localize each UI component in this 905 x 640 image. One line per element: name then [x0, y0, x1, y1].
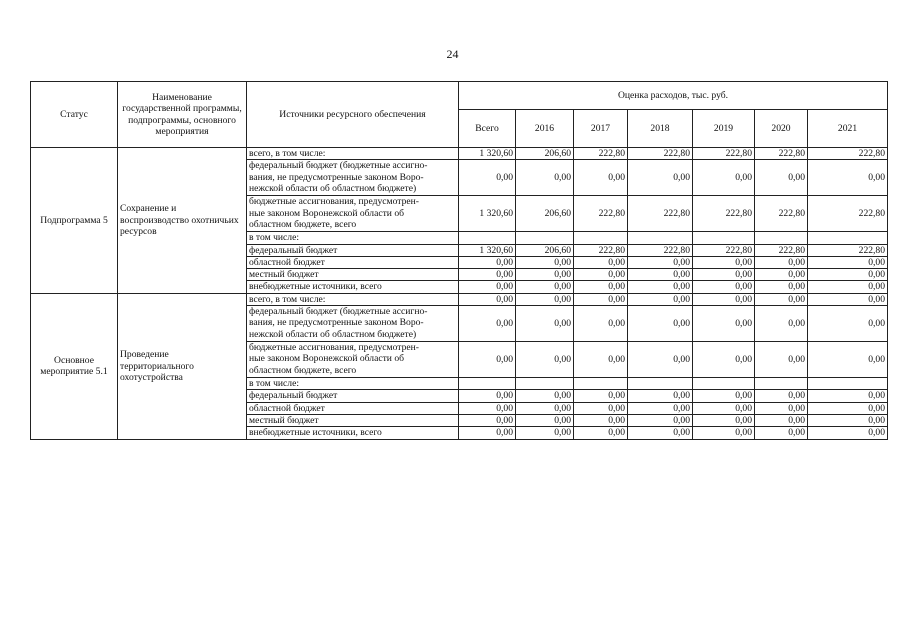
year-value-cell: 0,00	[693, 281, 755, 293]
year-value-cell: 0,00	[628, 427, 693, 439]
year-value-cell: 0,00	[628, 160, 693, 196]
year-value-cell: 0,00	[574, 402, 628, 414]
header-total: Всего	[459, 110, 516, 148]
year-value-cell: 0,00	[755, 293, 808, 305]
year-value-cell: 0,00	[693, 390, 755, 402]
total-value-cell: 0,00	[459, 306, 516, 342]
year-value-cell: 222,80	[574, 148, 628, 160]
year-value-cell	[628, 378, 693, 390]
year-value-cell	[516, 378, 574, 390]
year-value-cell: 222,80	[628, 148, 693, 160]
year-value-cell: 222,80	[808, 148, 888, 160]
header-status: Статус	[31, 82, 118, 148]
year-value-cell: 222,80	[574, 196, 628, 232]
year-value-cell: 222,80	[693, 196, 755, 232]
total-value-cell: 0,00	[459, 256, 516, 268]
year-value-cell	[574, 232, 628, 244]
year-value-cell: 0,00	[574, 414, 628, 426]
total-value-cell: 0,00	[459, 160, 516, 196]
year-value-cell: 0,00	[516, 281, 574, 293]
year-value-cell: 0,00	[516, 306, 574, 342]
year-value-cell: 0,00	[693, 427, 755, 439]
year-value-cell	[574, 378, 628, 390]
year-value-cell: 0,00	[693, 402, 755, 414]
year-value-cell: 0,00	[516, 342, 574, 378]
year-value-cell: 0,00	[808, 306, 888, 342]
year-value-cell: 222,80	[693, 148, 755, 160]
year-value-cell: 0,00	[516, 402, 574, 414]
year-value-cell: 0,00	[755, 160, 808, 196]
year-value-cell: 0,00	[574, 390, 628, 402]
year-value-cell: 206,60	[516, 148, 574, 160]
funding-source-cell: федеральный бюджет (бюджетные ассигно- вания, не предусмотренные законом Воро- нежской области об областном бюджете)	[247, 306, 459, 342]
year-value-cell: 222,80	[808, 196, 888, 232]
year-value-cell: 0,00	[755, 306, 808, 342]
year-value-cell: 0,00	[755, 281, 808, 293]
total-value-cell: 0,00	[459, 342, 516, 378]
year-value-cell: 0,00	[808, 160, 888, 196]
year-value-cell: 0,00	[574, 342, 628, 378]
resource-budget-table	[30, 81, 888, 440]
header-source: Источники ресурсного обеспечения	[247, 82, 459, 148]
total-value-cell: 1 320,60	[459, 148, 516, 160]
funding-source-cell: бюджетные ассигнования, предусмотрен- ные законом Воронежской области об областном бюджете, всего	[247, 196, 459, 232]
table-row	[31, 293, 888, 305]
year-value-cell: 0,00	[808, 281, 888, 293]
year-value-cell: 0,00	[516, 414, 574, 426]
funding-source-cell: федеральный бюджет	[247, 244, 459, 256]
program-name-cell: Проведение территориального охотустройства	[118, 293, 247, 439]
total-value-cell: 0,00	[459, 293, 516, 305]
year-value-cell: 0,00	[574, 293, 628, 305]
header-year: 2020	[755, 110, 808, 148]
year-value-cell: 0,00	[808, 293, 888, 305]
year-value-cell: 0,00	[808, 427, 888, 439]
year-value-cell: 222,80	[755, 196, 808, 232]
year-value-cell: 0,00	[808, 414, 888, 426]
year-value-cell	[693, 378, 755, 390]
year-value-cell: 0,00	[693, 342, 755, 378]
funding-source-cell: областной бюджет	[247, 256, 459, 268]
year-value-cell: 0,00	[693, 293, 755, 305]
year-value-cell: 0,00	[808, 390, 888, 402]
year-value-cell: 0,00	[574, 256, 628, 268]
year-value-cell: 0,00	[808, 256, 888, 268]
year-value-cell: 222,80	[628, 244, 693, 256]
total-value-cell: 0,00	[459, 269, 516, 281]
year-value-cell: 0,00	[628, 256, 693, 268]
year-value-cell	[808, 378, 888, 390]
year-value-cell: 0,00	[808, 402, 888, 414]
year-value-cell: 206,60	[516, 196, 574, 232]
year-value-cell: 0,00	[755, 390, 808, 402]
year-value-cell: 0,00	[628, 402, 693, 414]
header-year: 2021	[808, 110, 888, 148]
year-value-cell	[755, 232, 808, 244]
year-value-cell: 0,00	[516, 160, 574, 196]
funding-source-cell: местный бюджет	[247, 414, 459, 426]
total-value-cell: 0,00	[459, 281, 516, 293]
year-value-cell: 0,00	[628, 342, 693, 378]
year-value-cell: 0,00	[628, 414, 693, 426]
year-value-cell: 0,00	[628, 269, 693, 281]
funding-source-cell: местный бюджет	[247, 269, 459, 281]
funding-source-cell: в том числе:	[247, 378, 459, 390]
year-value-cell	[693, 232, 755, 244]
year-value-cell: 222,80	[628, 196, 693, 232]
year-value-cell	[808, 232, 888, 244]
year-value-cell: 222,80	[574, 244, 628, 256]
total-value-cell: 0,00	[459, 427, 516, 439]
total-value-cell	[459, 232, 516, 244]
year-value-cell: 0,00	[755, 256, 808, 268]
header-year: 2018	[628, 110, 693, 148]
year-value-cell: 0,00	[755, 414, 808, 426]
header-name: Наименование государственной программы, подпрограммы, основного мероприятия	[118, 82, 247, 148]
page-number: 24	[446, 47, 459, 61]
header-year: 2016	[516, 110, 574, 148]
header-estimate: Оценка расходов, тыс. руб.	[459, 82, 888, 110]
year-value-cell: 0,00	[693, 269, 755, 281]
header-year: 2019	[693, 110, 755, 148]
year-value-cell: 0,00	[516, 390, 574, 402]
funding-source-cell: бюджетные ассигнования, предусмотрен- ные законом Воронежской области об областном бюджете, всего	[247, 342, 459, 378]
year-value-cell: 0,00	[574, 306, 628, 342]
year-value-cell: 0,00	[808, 342, 888, 378]
funding-source-cell: внебюджетные источники, всего	[247, 427, 459, 439]
header-year: 2017	[574, 110, 628, 148]
funding-source-cell: областной бюджет	[247, 402, 459, 414]
year-value-cell: 0,00	[574, 269, 628, 281]
year-value-cell: 0,00	[693, 414, 755, 426]
year-value-cell	[628, 232, 693, 244]
funding-source-cell: всего, в том числе:	[247, 293, 459, 305]
year-value-cell: 222,80	[808, 244, 888, 256]
funding-source-cell: в том числе:	[247, 232, 459, 244]
year-value-cell: 0,00	[755, 402, 808, 414]
table-row	[31, 148, 888, 160]
funding-source-cell: внебюджетные источники, всего	[247, 281, 459, 293]
year-value-cell	[516, 232, 574, 244]
year-value-cell: 0,00	[628, 390, 693, 402]
year-value-cell: 0,00	[516, 427, 574, 439]
year-value-cell: 0,00	[574, 160, 628, 196]
total-value-cell: 1 320,60	[459, 196, 516, 232]
total-value-cell: 1 320,60	[459, 244, 516, 256]
year-value-cell: 0,00	[693, 306, 755, 342]
funding-source-cell: федеральный бюджет (бюджетные ассигно- вания, не предусмотренные законом Воро- нежской области об областном бюджете)	[247, 160, 459, 196]
funding-source-cell: всего, в том числе:	[247, 148, 459, 160]
year-value-cell: 0,00	[516, 269, 574, 281]
year-value-cell: 0,00	[755, 342, 808, 378]
year-value-cell: 222,80	[693, 244, 755, 256]
total-value-cell: 0,00	[459, 402, 516, 414]
total-value-cell: 0,00	[459, 390, 516, 402]
year-value-cell: 0,00	[755, 269, 808, 281]
year-value-cell: 0,00	[755, 427, 808, 439]
year-value-cell: 222,80	[755, 148, 808, 160]
year-value-cell: 206,60	[516, 244, 574, 256]
year-value-cell	[755, 378, 808, 390]
total-value-cell	[459, 378, 516, 390]
program-name-cell: Сохранение и воспроизводство охотничьих ресурсов	[118, 148, 247, 294]
year-value-cell: 0,00	[693, 256, 755, 268]
funding-source-cell: федеральный бюджет	[247, 390, 459, 402]
year-value-cell: 0,00	[628, 293, 693, 305]
status-cell: Основное мероприятие 5.1	[31, 293, 118, 439]
total-value-cell: 0,00	[459, 414, 516, 426]
year-value-cell: 0,00	[574, 427, 628, 439]
table-body	[31, 148, 888, 440]
year-value-cell: 0,00	[574, 281, 628, 293]
year-value-cell: 0,00	[693, 160, 755, 196]
year-value-cell: 0,00	[516, 293, 574, 305]
year-value-cell: 0,00	[628, 306, 693, 342]
status-cell: Подпрограмма 5	[31, 148, 118, 294]
year-value-cell: 222,80	[755, 244, 808, 256]
year-value-cell: 0,00	[808, 269, 888, 281]
year-value-cell: 0,00	[628, 281, 693, 293]
year-value-cell: 0,00	[516, 256, 574, 268]
